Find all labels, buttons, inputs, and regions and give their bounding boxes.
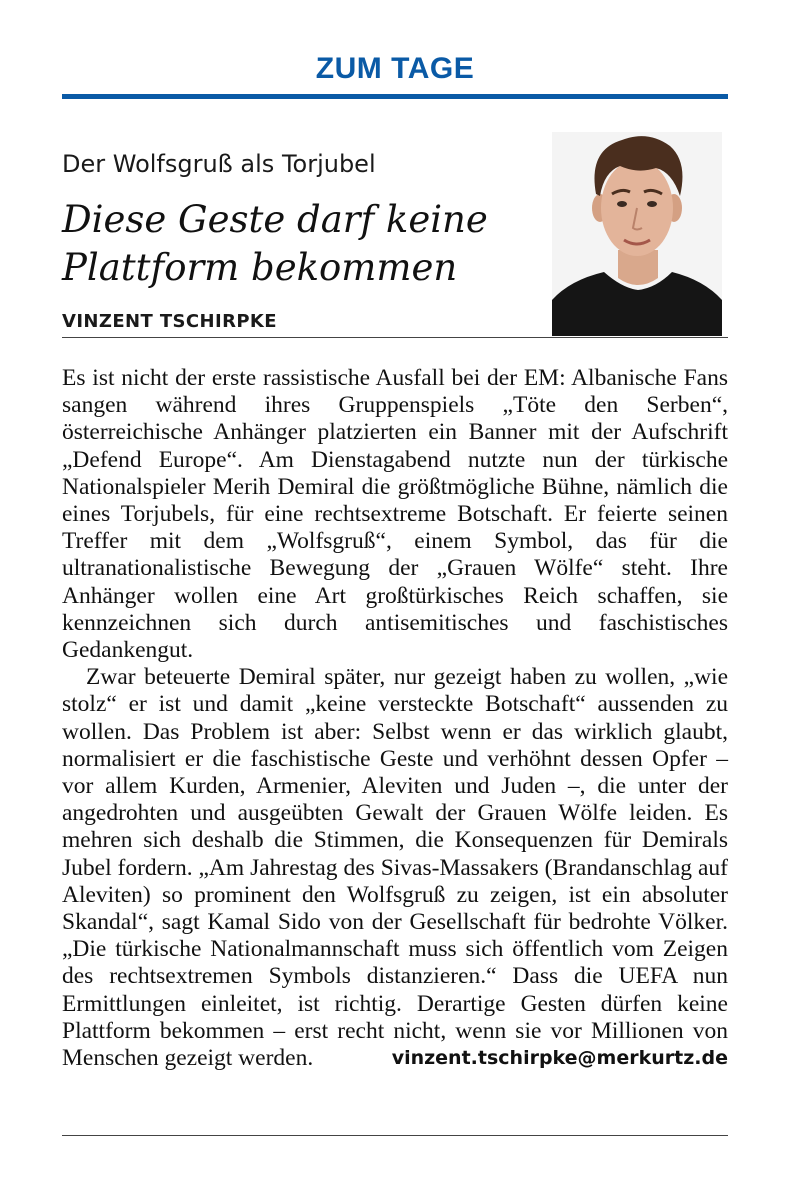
section-title: ZUM TAGE — [315, 52, 475, 85]
article-paragraph — [62, 664, 728, 1072]
author-name: VINZENT TSCHIRPKE — [62, 311, 277, 332]
bottom-divider — [62, 1135, 728, 1136]
author-email[interactable]: vinzent.tschirpke@merkurtz.de — [391, 1047, 728, 1070]
article-headline: Diese Geste darf keine Plattform bekommen — [62, 198, 488, 289]
byline-divider — [62, 337, 728, 338]
section-divider — [62, 94, 728, 99]
author-photo — [552, 132, 722, 336]
article-body — [62, 365, 728, 1072]
paragraph-text: Zwar beteuerte Demiral später, nur gezeigt haben zu wollen, „wie stolz“ er ist und damit „keine versteckte Botschaft“ aussenden zu wollen. Das Problem ist aber: Selbst wenn er das wirklich glaubt, normalisiert er die faschistische Geste und verhöhnt dessen Opfer – vor allem Kurden, Armenier, Aleviten und Juden –, die unter der angedrohten und ausgeübten Gewalt der Grauen Wölfe leiden. Es mehren sich deshalb die Stimmen, die Konsequenzen für Demirals Jubel fordern. „Am Jahrestag des Sivas-Massakers (Brandanschlag auf Aleviten) so prominent den Wolfsgruß zu zeigen, ist ein absoluter Skandal“, sagt Kamal Sido von der Gesellschaft für bedrohte Völker. „Die türkische Nationalmannschaft muss sich öffentlich vom Zeigen des rechtsextremen Symbols distanzieren.“ Dass die UEFA nun Ermittlungen einleitet, ist richtig. Derartige Gesten dürfen keine Plattform bekommen – erst recht nicht, wenn sie vor Millionen von Menschen gezeigt werden. — [62, 664, 728, 1072]
article-kicker: Der Wolfsgruß als Torjubel — [62, 150, 376, 178]
article-paragraph: Es ist nicht der erste rassistische Ausfall bei der EM: Albanische Fans sangen während ihres Gruppenspiels „Töte den Serben“, österreichische Anhänger platzierten ein Banner mit der Aufschrift „Defend Europe“. Am Dienstagabend nutzte nun der türkische Nationalspieler Merih Demiral die größtmögliche Bühne, nämlich die eines Torjubels, für eine rechtsextreme Botschaft. Er feierte seinen Treffer mit dem „Wolfsgruß“, einem Symbol, das für die ultranationalistische Bewegung der „Grauen Wölfe“ steht. Ihre Anhänger wollen eine Art großtürkisches Reich schaffen, sie kennzeichnen sich durch antisemitisches und faschistisches Gedankengut. — [62, 365, 728, 664]
